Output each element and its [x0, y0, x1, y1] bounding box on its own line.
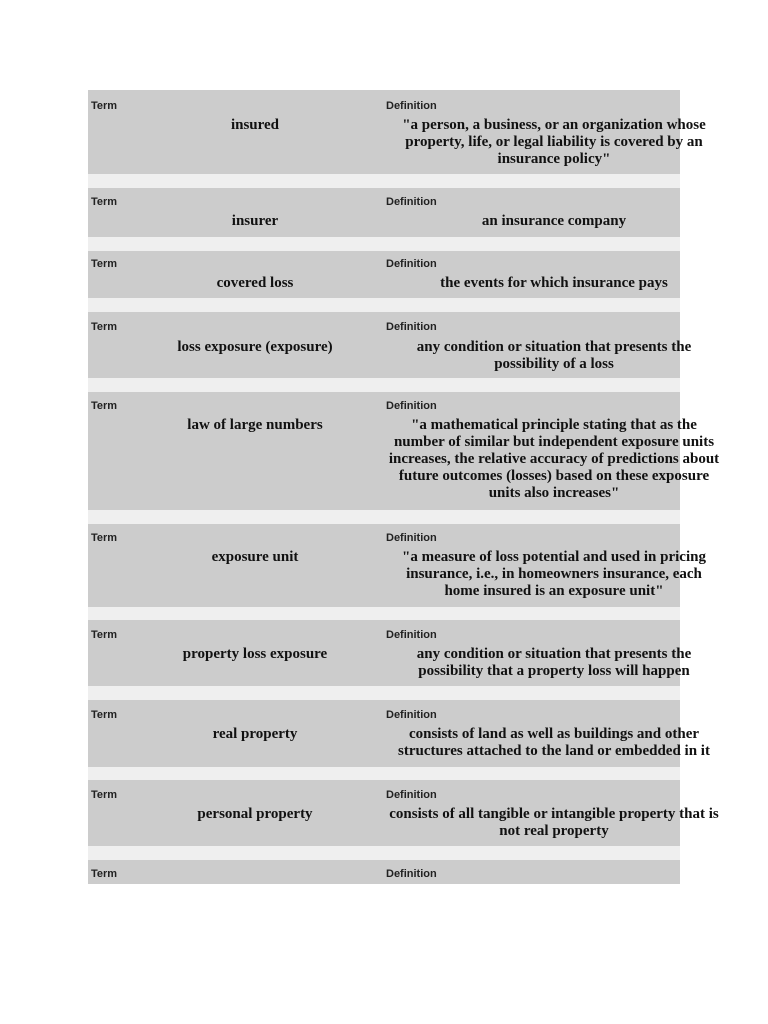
term-text: loss exposure (exposure)	[177, 339, 333, 355]
card-row	[88, 90, 706, 174]
definition-text: consists of land as well as buildings and other structures attached to the land or embedded in it	[398, 726, 710, 759]
card-row	[88, 392, 720, 510]
definition-text: an insurance company	[481, 213, 627, 229]
definition-text: the events for which insurance pays	[440, 275, 668, 291]
term-text: insurer	[231, 213, 279, 229]
card-row	[88, 188, 680, 237]
term-header: Term	[91, 868, 118, 880]
definition-header: Definition	[386, 258, 437, 270]
definition-header: Definition	[386, 709, 437, 721]
flashcard-table	[88, 90, 720, 884]
definition-text: consists of all tangible or intangible property that is not real property	[389, 806, 719, 839]
card-row	[88, 620, 692, 686]
term-header: Term	[91, 709, 118, 721]
definition-text: any condition or situation that presents the possibility that a property loss will happen	[416, 646, 692, 679]
term-header: Term	[91, 400, 118, 412]
term-header: Term	[91, 789, 118, 801]
term-header: Term	[91, 629, 118, 641]
term-text: property loss exposure	[182, 646, 328, 662]
card-row	[88, 251, 680, 298]
definition-header: Definition	[386, 629, 437, 641]
card-row	[88, 780, 719, 846]
term-header: Term	[91, 532, 118, 544]
definition-header: Definition	[386, 400, 437, 412]
term-text: insured	[230, 117, 280, 133]
definition-text: "a mathematical principle stating that as the number of similar but independent exposure units increases, the relative accuracy of predictions about future outcomes (losses) based on these exposure units also increases"	[388, 417, 720, 501]
definition-header: Definition	[386, 868, 437, 880]
definition-header: Definition	[386, 532, 437, 544]
term-header: Term	[91, 100, 118, 112]
card-row	[88, 700, 710, 767]
definition-text: any condition or situation that presents the possibility of a loss	[416, 339, 692, 372]
definition-text: "a measure of loss potential and used in pricing insurance, i.e., in homeowners insurance, each home insured is an exposure unit"	[402, 549, 706, 599]
definition-header: Definition	[386, 100, 437, 112]
card-row	[88, 524, 706, 607]
definition-header: Definition	[386, 196, 437, 208]
term-header: Term	[91, 321, 118, 333]
term-text: law of large numbers	[187, 417, 323, 433]
card-row	[88, 312, 692, 378]
term-header: Term	[91, 258, 118, 270]
definition-header: Definition	[386, 789, 437, 801]
term-text: covered loss	[216, 275, 294, 291]
term-text: exposure unit	[211, 549, 299, 565]
definition-header: Definition	[386, 321, 437, 333]
card-row	[88, 860, 680, 884]
term-text: real property	[212, 726, 298, 742]
definition-text: "a person, a business, or an organization whose property, life, or legal liability is covered by an insurance policy"	[402, 117, 706, 167]
term-header: Term	[91, 196, 118, 208]
term-text: personal property	[197, 806, 313, 822]
